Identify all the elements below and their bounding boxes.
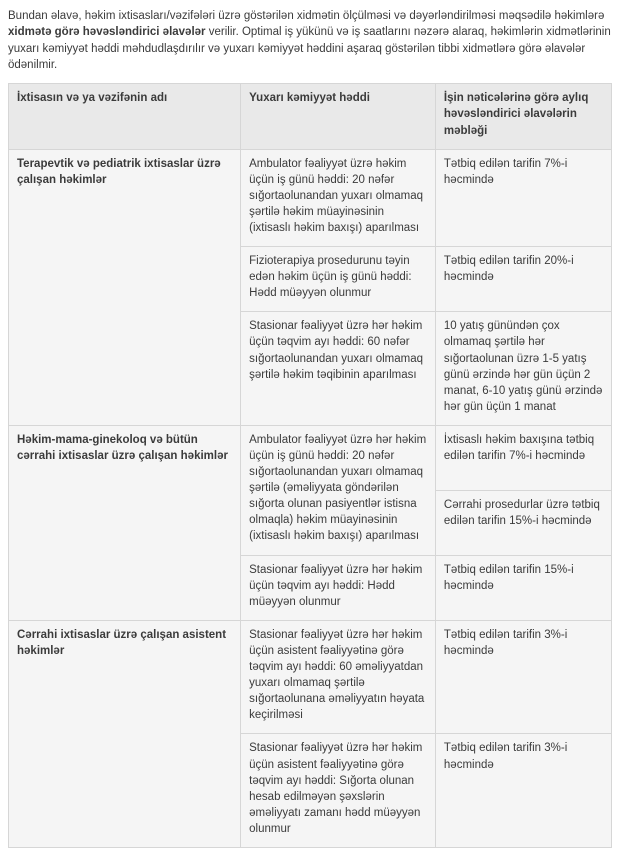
group3-row2-limit-cell: Stasionar fəaliyyət üzrə hər həkim üçün asistent fəaliyyətinə görə təqvim ayı həddi: Sığorta olunan hesab edilməyən şəxslərin əməliyyatı zamanı hədd müəyyən olunmur: [241, 734, 436, 848]
table-header-row: [9, 84, 612, 149]
group1-row2-amount-cell: Tətbiq edilən tarifin 20%-i həcmində: [435, 247, 611, 312]
table-row-group2-1: [9, 425, 612, 490]
group2-row1-limit-cell: Ambulator fəaliyyət üzrə hər həkim üçün iş günü həddi: 20 nəfər sığortaolunandan yuxarı olmamaq şərtilə (əməliyyata göndərilən sığorta olunan pasiyentlər istisna olmaqla) həkim müayinəsinin (ixtisaslı həkim baxışı) aparılması: [241, 425, 436, 555]
group1-row3-amount-cell: 10 yatış günündən çox olmamaq şərtilə hər sığortaolunan üzrə 1-5 yatış günü ərzində hər gün üçün 2 manat, 6-10 yatış günü ərzində hər gün üçün 1 manat: [435, 312, 611, 426]
intro-text-after: verilir. Optimal iş yükünü və iş saatlarını nəzərə alaraq, həkimlərin xidmətlərinin yuxarı kəmiyyət həddi məhdudlaşdırılır və yuxarı kəmiyyət həddini aşaraq göstərilən tibbi xidmətlərə görə əlavələr ödənilmir.: [8, 26, 611, 71]
group2-row2-limit-cell: Stasionar fəaliyyət üzrə hər həkim üçün təqvim ayı həddi: Hədd müəyyən olunmur: [241, 555, 436, 620]
group1-row1-amount-cell: Tətbiq edilən tarifin 7%-i həcmində: [435, 149, 611, 246]
intro-bold-phrase: xidmətə görə həvəsləndirici əlavələr: [8, 26, 206, 39]
column-header-upper-limit: Yuxarı kəmiyyət həddi: [241, 84, 436, 149]
table-row-group3-1: [9, 620, 612, 734]
group3-name-cell: Cərrahi ixtisaslar üzrə çalışan asistent həkimlər: [9, 620, 241, 847]
group1-row2-limit-cell: Fizioterapiya prosedurunu təyin edən həkim üçün iş günü həddi: Hədd müəyyən olunmur: [241, 247, 436, 312]
group2-row1-amount-specialist-cell: İxtisaslı həkim baxışına tətbiq edilən tarifin 7%-i həcmində: [435, 425, 611, 490]
group2-row1-amount-surgical-cell: Cərrahi prosedurlar üzrə tətbiq edilən tarifin 15%-i həcmində: [435, 490, 611, 555]
incentives-table: [8, 83, 612, 848]
table-row-group1-1: [9, 149, 612, 246]
group2-name-cell: Həkim-mama-ginekoloq və bütün cərrahi ixtisaslar üzrə çalışan həkimlər: [9, 425, 241, 620]
intro-paragraph: [8, 8, 612, 73]
group3-row1-limit-cell: Stasionar fəaliyyət üzrə hər həkim üçün asistent fəaliyyətinə görə təqvim ayı həddi: 60 əməliyyatdan yuxarı olmamaq şərtilə sığortaolunana əməliyyatın həyata keçirilməsi: [241, 620, 436, 734]
group3-row1-amount-cell: Tətbiq edilən tarifin 3%-i həcmində: [435, 620, 611, 734]
group1-name-cell: Terapevtik və pediatrik ixtisaslar üzrə çalışan həkimlər: [9, 149, 241, 425]
group3-row2-amount-cell: Tətbiq edilən tarifin 3%-i həcmində: [435, 734, 611, 848]
group1-row1-limit-cell: Ambulator fəaliyyət üzrə həkim üçün iş günü həddi: 20 nəfər sığortaolunandan yuxarı olmamaq şərtilə həkim müayinəsinin (ixtisaslı həkim baxışı) aparılması: [241, 149, 436, 246]
column-header-monthly-incentive: İşin nəticələrinə görə aylıq həvəsləndirici əlavələrin məbləği: [435, 84, 611, 149]
intro-text-before: Bundan əlavə, həkim ixtisasları/vəzifələri üzrə göstərilən xidmətin ölçülməsi və dəyərləndirilməsi məqsədilə həkimlərə: [8, 10, 605, 22]
group1-row3-limit-cell: Stasionar fəaliyyət üzrə hər həkim üçün təqvim ayı həddi: 60 nəfər sığortaolunandan yuxarı olmamaq şərtilə həkim təqibinin aparılması: [241, 312, 436, 426]
column-header-specialty: İxtisasın və ya vəzifənin adı: [9, 84, 241, 149]
group2-row2-amount-cell: Tətbiq edilən tarifin 15%-i həcmində: [435, 555, 611, 620]
